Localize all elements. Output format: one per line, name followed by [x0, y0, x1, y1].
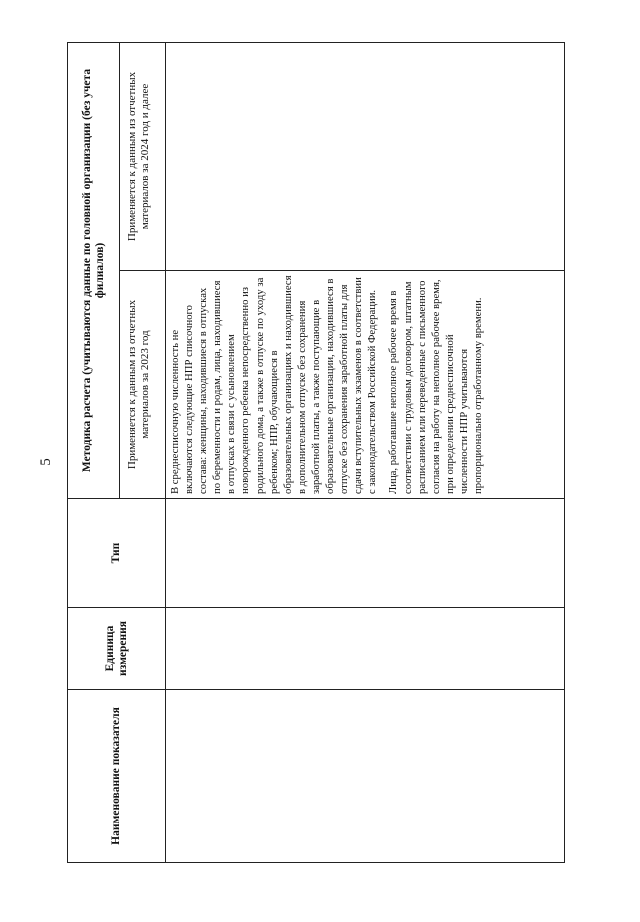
cell-method-2024 — [166, 42, 565, 270]
cell-indicator-name — [166, 690, 565, 863]
cell-method-2023 — [166, 271, 565, 499]
subheader-2023: Применяется к данным из отчетных материалов за 2023 год — [120, 271, 166, 499]
subheader-2024: Применяется к данным из отчетных материалов за 2024 год и далее — [120, 42, 166, 270]
method-2023-paragraph-1: В среднесписочную численность не включаются следующие НПР списочного состава: женщины, находившиеся в отпусках по беременности и родам, лица, находившиеся в отпусках в связи с усыновлением новорожденного ребенка непосредственно из родильного дома, а также в отпуске по уходу за ребенком; НПР, обучающиеся в образовательных организациях и находившиеся в дополнительном отпуске без сохранения заработной платы, а также поступающие в образовательные организации, находившиеся в отпуске без сохранения заработной платы для сдачи вступительных экзаменов в соответствии с законодательством Российской Федерации. — [169, 275, 379, 494]
header-calculation-method: Методика расчета (учитываются данные по головной организации (без учета филиалов) — [68, 42, 120, 498]
rotated-table-container — [67, 43, 565, 863]
indicator-table — [67, 42, 565, 863]
method-2023-paragraph-2: Лица, работавшие неполное рабочее время в соответствии с трудовым договором, штатным расписанием или переведенные с письменного согласия на работу на неполное рабочее время, при определении среднесписочной численности НПР учитываются пропорционально отработанному времени. — [387, 279, 484, 494]
header-indicator-name: Наименование показателя — [68, 690, 166, 863]
page-number: 5 — [38, 458, 54, 466]
header-type: Тип — [68, 499, 166, 608]
cell-unit — [166, 608, 565, 690]
cell-type — [166, 499, 565, 608]
header-unit: Единица измерения — [68, 608, 166, 690]
